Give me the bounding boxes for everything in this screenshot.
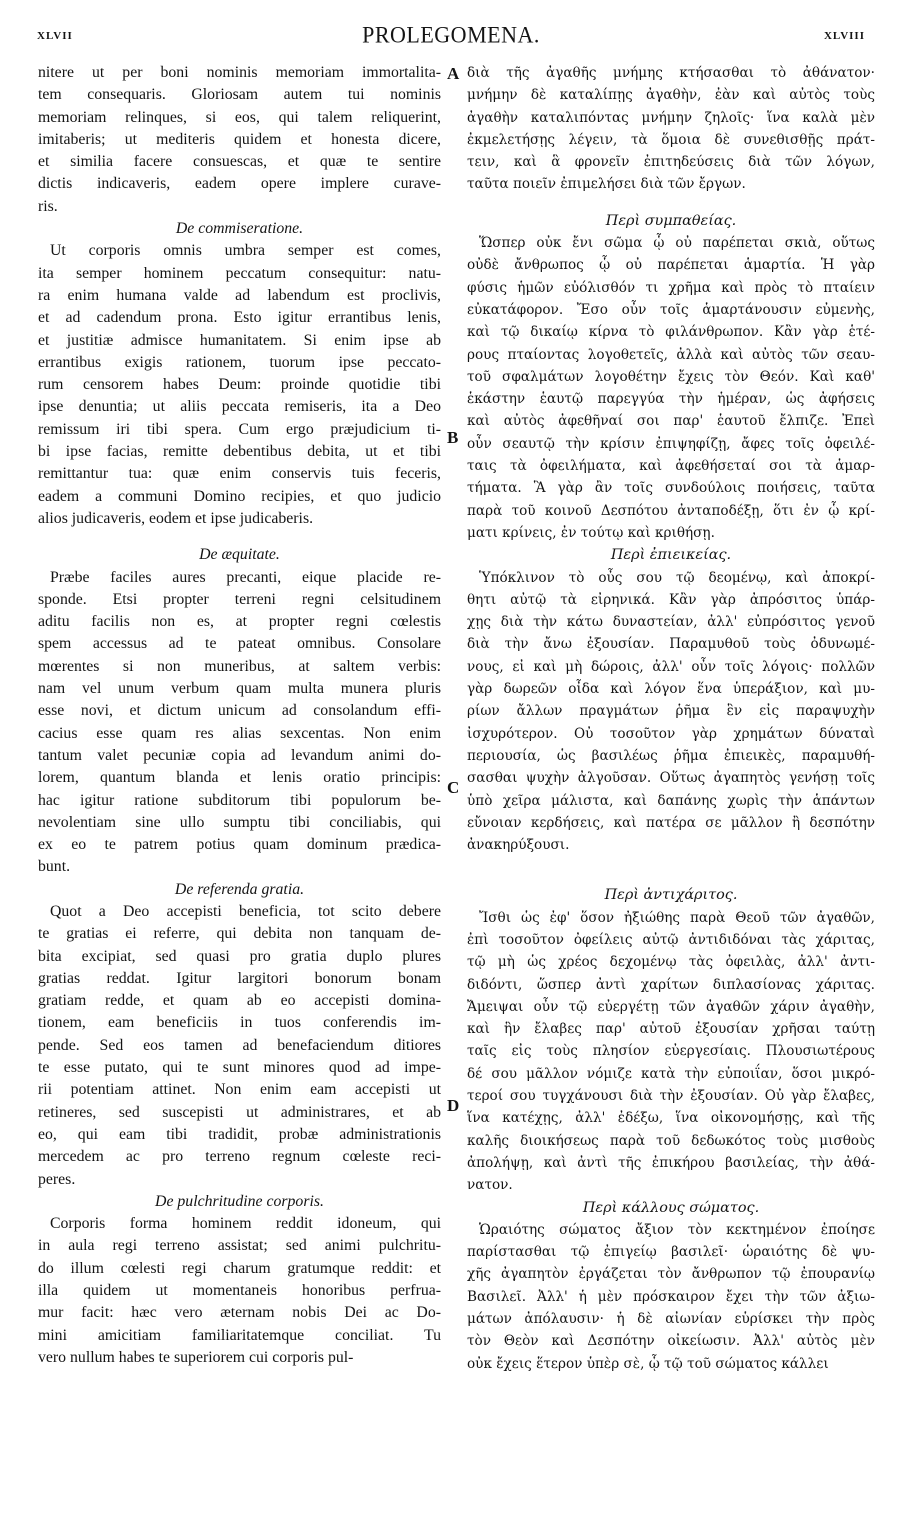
text-line: gratiam redde, et quam ab eo accepisti domina- [38,992,441,1010]
text-line: Ἄμειψαι οὖν τῷ εὐεργέτῃ τῶν ἀγαθῶν χάριν ἀγαθὴν, [467,998,875,1015]
text-line: χῃς διὰ τὴν κάτω δυναστείαν, ἀλλ' εὐπρόσιτος γενοῦ [467,614,875,631]
text-line: καὶ ἣν ἔλαβες παρ' αὐτοῦ ἐξουσίαν χρῆσαι ταύτῃ [467,1021,875,1038]
section-heading: De æquitate. [199,546,280,564]
text-line: te esse putato, qui te sunt minores quod ad impe- [38,1059,441,1077]
text-line: φύσις ἡμῶν εὐόλισθόν τι χρῆμα καὶ πρὸς τὸ πταίειν [467,279,875,296]
text-line: remittantur tua: quæ enim conservis tuis feceris, [38,465,441,483]
text-line: bi ipse facias, remitte debentibus debita, ut et tibi [38,443,441,461]
margin-letter-d: D [447,1096,460,1115]
text-line: ταῦτα ποιεῖν ἐπιμελήσει διὰ τῶν ἔργων. [467,176,746,193]
margin-letter-a: A [447,64,460,83]
text-line: διὰ τῆς ἀγαθῆς μνήμης κτήσασθαι τὸ ἀθάνατον· [467,65,875,81]
text-line: ματι κρίνεις, ἐν τούτῳ καὶ κριθήσῃ. [467,524,715,541]
text-line: ἵνα κατέχῃς, ἀλλ' ἐδέξω, ἵνα οἰκονομήσῃς, καὶ τῆς [467,1110,875,1127]
section-heading: De commiseratione. [175,220,304,238]
text-line: Corporis forma hominem reddit idoneum, qui [50,1215,441,1233]
running-header [37,22,865,52]
section-heading: Περὶ συμπαθείας. [605,212,737,229]
blank-line [38,530,441,544]
text-line: errantibus exigis rationem, tuorum ipse peccato- [38,353,441,371]
text-line: et ad cadendum prona. Esto igitur errantibus lenis, [38,309,441,327]
text-line: τήματα. Ἃ γὰρ ἂν τοῖς συνδούλοις ποιήσεις, ταῦτα [467,480,875,497]
text-line: illa quidem ut momentaneis honoribus perfrua- [38,1282,441,1300]
text-line: ra enim humana valde ad labendum est proclivis, [38,286,441,304]
text-line: ἐκμελετήσῃς λέγειν, τὰ ὅμοια δὲ συνεθισθῇς πράτ- [467,131,875,148]
text-line: εὔνοιαν κερδήσεις, καὶ πατέρα σε μᾶλλον ἢ δεσπότην [467,814,875,831]
text-line: remissum iri tibi spera. Cum ergo præjudicium ti- [38,420,441,438]
text-line: memoriam relinques, si eos, qui talem reliquerint, [38,108,441,126]
text-line: ἐπὶ τοσοῦτον ὀφείλεις αὐτῷ ἀντιδιδόναι τὰς χάριτας, [467,931,875,948]
blank-line [467,196,875,210]
text-line: alios judicaveris, eodem et ipse judicaberis. [38,509,314,527]
text-line: bunt. [38,858,71,876]
text-line: περιουσία, ὡς βασιλέως ῥῆμα ἐπιεικὲς, παραμυθή- [467,747,875,764]
text-line: διδόντι, ὥσπερ ἀντὶ χαρίτων διπλασίονας χάριτας. [467,976,875,993]
text-line: ris. [38,197,58,215]
text-line: gratias reddat. Igitur largitori bonorum bonam [38,969,441,987]
text-line: tionem, eam beneficiis in tuos conferendis im- [38,1014,441,1032]
section-heading: Περὶ κάλλους σώματος. [582,1199,760,1216]
margin-letter-b: B [447,428,459,447]
text-line: peres. [38,1170,76,1188]
text-line: et similia facere consuescas, et quæ te sentire [38,153,441,171]
text-line: retineres, sed suscepisti ut administrares, et ab [38,1103,441,1121]
text-line: μνήμην δὲ καταλίπῃς ἀγαθὴν, ἐὰν καὶ αὐτὸς τοὺς [467,87,875,104]
text-line: vero nullum habes te superiorem cui corporis pul- [38,1348,354,1366]
text-line: μάτων ἀπόλαυσιν· ἡ δὲ αἰωνίαν εὑρίσκει τὴν πρὸς [467,1311,875,1328]
text-line: σασθαι ψυχὴν ἀλγοῦσαν. Οὕτως ἀγαπητὸς γενήσῃ τοῖς [467,770,875,787]
text-line: aditu facilis non es, at propter regni cœlestis [38,613,441,631]
text-line: tantum valet pecuniæ copia ad levandum animi do- [38,746,441,764]
text-line: Βασιλεῖ. Ἀλλ' ἡ μὲν πρόσκαιρον ἔχει τὴν τῶν ἀξιω- [467,1288,875,1305]
text-line: θητι αὐτῷ τὰ εἰρηνικά. Κἂν γὰρ ἀπρόσιτος ὑπάρ- [467,591,875,608]
text-line: ταῖς εἰς τοὺς πλησίον εὐεργεσίαις. Πλουσιωτέρους [467,1043,875,1060]
text-line: ἑκάστην ἑαυτῷ παρεγγύα τὴν ἡμέραν, ὡς ἀφήσεις [467,391,875,408]
text-line: δέ σου μᾶλλον νόμιζε κατὰ τὴν εὐποιΐαν, ὅσοι μικρό- [467,1065,875,1082]
text-line: ἀπολήψῃ, καὶ ἀντὶ τῆς ἐπικήρου βασιλείας, τὴν ἀθά- [467,1154,875,1171]
text-line: in aula regi terreno assistat; sed animi pulchritu- [38,1237,441,1255]
text-line: Ὡραιότης σώματος ἄξιον τὸν κεκτημένον ἐποίησε [479,1221,875,1238]
text-line: ἀγαθὴν καταλιπόντας μνήμην ζηλοῖς· ἵνα καλὰ μὲν [467,109,875,126]
text-line: imitaberis; ut mediteris quidem et honesta dicere, [38,130,441,148]
blank-line [467,856,875,870]
text-line: νατον. [467,1177,513,1194]
text-line: eo, qui eam tibi tradidit, probæ administrationis [38,1125,441,1143]
text-line: esse novi, et dictum unicum ad consolandum effi- [38,702,441,720]
page-title: PROLEGOMENA. [362,21,540,48]
text-line: οὖν σεαυτῷ τὴν κρίσιν ἐπιψηφίζῃ, ἄφες τοῖς ὀφειλέ- [467,435,875,452]
margin-letter-c: C [447,778,460,797]
blank-line [467,870,875,884]
right-page-number: XLVIII [823,30,865,42]
text-line: γὰρ δωρεῶν οἶδα καὶ λόγον ἕνα ὑπεράξιον, καὶ μυ- [467,681,875,698]
text-line: καλῆς διοικήσεως παρὰ τοῦ δεδωκότος τοὺς μισθοὺς [467,1132,875,1149]
text-line: παρὰ τοῦ κοινοῦ Δεσπότου ἀνταποδέξῃ, ὅτι ἐν ᾧ κρί- [467,502,875,519]
text-line: τοῦ σφαλμάτων λογοθέτην ἔχεις τὸν Θεόν. Καὶ καθ' [467,368,875,385]
text-line: καὶ τῷ δικαίῳ κίρνα τὸ φιλάνθρωπον. Κἂν γὰρ ἑτέ- [467,324,875,341]
text-line: nam vel unum verbum quam multa munera pluris [38,680,441,698]
text-line: τεροί σου τυγχάνουσι διὰ τὴν ἐξουσίαν. Οὐ γὰρ ἔλαβες, [467,1088,875,1105]
text-line: te gratias ei referre, qui debita non tanquam de- [38,925,441,943]
text-line: rii potentiam attinet. Non enim eam accepisti ut [38,1081,441,1099]
text-line: hac igitur ratione subditorum tibi populorum be- [38,791,441,809]
text-line: ταις τὰ ὀφειλήματα, καὶ ἀφεθήσεταί σοι τὰ ἁμαρ- [467,458,875,475]
text-line: mini amicitiam familiaritatemque conciliat. Tu [38,1326,441,1344]
text-line: εὐκατάφορον. Ἔσο οὖν τοῖς ἁμαρτάνουσιν εὐμενὴς, [467,301,875,318]
text-line: dictis indicaveris, eadem opere implere curave- [38,175,441,193]
text-line: spem accessus ad te pateat omnibus. Consolare [38,635,441,653]
text-line: χῆς ἀγαπητὸν ἐργάζεται τὸν ἄνθρωπον τῷ ἐπουρανίῳ [467,1266,875,1283]
text-line: pende. Sed eos tamen ad benefaciendum ditiores [38,1036,441,1054]
text-line: Quot a Deo accepisti beneficia, tot scito debere [50,902,441,920]
text-line: ρους πταίοντας λογοθετεῖς, ἀλλὰ καὶ αὐτὸς τῶν σεαυ- [467,346,875,363]
text-line: sponde. Etsi propter terreni regni celsitudinem [38,590,441,608]
left-page-number: XLVII [37,30,73,42]
text-line: bita excipiat, sed quasi pro gratia duplo plures [38,947,441,965]
text-line: lorem, quantum blanda et lenis oratio principis: [38,769,441,787]
text-line: Ὥσπερ οὐκ ἔνι σῶμα ᾧ οὐ παρέπεται σκιὰ, οὕτως [479,235,875,252]
text-line: ρίων ἄλλων πραγμάτων ῥῆμα ἓν εἰς παραψυχὴν [467,703,875,720]
text-line: νους, εἰ καὶ μὴ δώροις, ἀλλ' οὖν τοῖς λόγοις· πολλῶν [467,658,875,675]
greek-column [467,62,875,1375]
text-line: nitere ut per boni nominis memoriam immortalita- [38,64,441,81]
text-line: do illum cœlesti regi charum gratumque reddit: et [38,1259,441,1277]
text-line: cacius esse quam res alias sexcentas. Non enim [38,724,441,742]
text-line: οὐκ ἔχεις ἕτερον ὑπὲρ σὲ, ᾧ τῷ τοῦ σώματος κάλλει [467,1355,829,1372]
text-line: ipse denuntia; ut aliis peccata remiseris, ita a Deo [38,398,441,416]
text-line: διὰ τὴν ἄνω ἐξουσίαν. Παραμυθοῦ τοὺς ὀδυνωμέ- [467,636,875,653]
section-heading: De referenda gratia. [174,880,305,898]
text-line: Ὑπόκλινον τὸ οὖς σου τῷ δεομένῳ, καὶ ἀποκρί- [479,569,875,586]
text-line: mœrentes si non muneribus, at saltem verbis: [38,657,441,675]
text-line: et justitiæ admisce humanitatem. Si enim ipse ab [38,331,441,349]
text-line: Ut corporis omnis umbra semper est comes, [50,242,441,260]
text-line: τειν, καὶ ἃ φρονεῖν ἐπιτηδεύσεις διὰ τῶν λόγων, [467,154,875,171]
text-line: τῷ μὴ ὡς χρέος δεχομένῳ τὰς ὀφειλὰς, ἀλλ' ἀντι- [467,954,875,971]
text-line: παρίστασθαι τῷ ἐπιγείῳ βασιλεῖ· ὡραιότης δὲ ψυ- [467,1244,875,1261]
section-heading: De pulchritudine corporis. [155,1192,324,1210]
text-line: ita semper hominem peccatum consequitur: natu- [38,264,441,282]
text-line: ὑπὸ χεῖρα μάλιστα, καὶ δαπάνης χωρὶς τὴν ἁπάντων [467,792,875,809]
section-heading: Περὶ ἀντιχάριτος. [604,887,738,904]
text-line: ἰσχυρότερον. Οὐ τοσοῦτον γὰρ χρημάτων δύναταὶ [467,725,875,742]
text-line: Ἴσθι ὡς ἐφ' ὅσον ἠξιώθης παρὰ Θεοῦ τῶν ἀγαθῶν, [479,909,875,926]
section-heading: Περὶ ἐπιεικείας. [610,547,732,564]
text-line: τὸν Θεὸν καὶ Δεσπότην οἰκείωσιν. Ἀλλ' αὐτὸς μὲν [467,1333,875,1350]
text-line: mercedem ac pro terreno regnum cœleste reci- [38,1148,441,1166]
text-line: rum censorem habes Deum: proinde quotidie tibi [38,376,441,394]
latin-column [38,62,441,1369]
text-line: mur facit: hæc vero æternam nobis Dei ac Do- [38,1304,441,1322]
text-line: Præbe faciles aures precanti, eique placide re- [50,568,441,586]
text-line: eadem a communi Domino recipies, et quo judicio [38,487,441,505]
text-line: καὶ αὐτὸς ἀφεθῆναί σοι παρ' ἑαυτοῦ ἔλπιζε. Ἐπεὶ [467,413,875,430]
text-line: ἀνακηρύξουσι. [467,837,570,854]
text-line: tem consequaris. Gloriosam autem tui nominis [38,86,441,104]
text-line: nevolentiam sine ullo sumptu tibi conciliabis, qui [38,813,441,831]
text-line: οὐδὲ ἄνθρωπος ᾧ οὐ παρέπεται ἁμαρτία. Ἡ γὰρ [467,257,875,274]
text-line: ex eo te patrem potius quam dominum prædica- [38,836,441,854]
